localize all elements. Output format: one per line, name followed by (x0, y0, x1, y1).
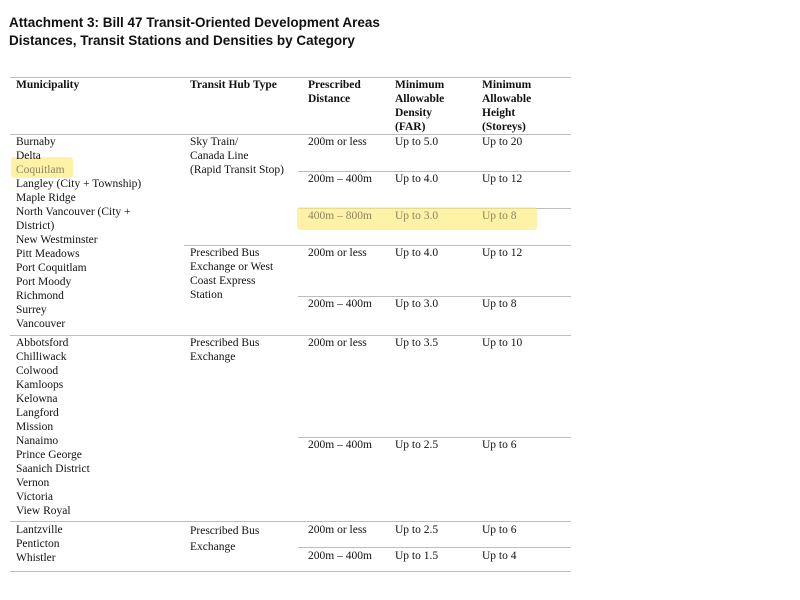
list-item: Chilliwack (16, 351, 67, 363)
height-cell: Up to 6 (482, 439, 517, 451)
list-item: Mission (16, 421, 54, 433)
list-item: Penticton (16, 538, 60, 550)
header-distance: Prescribed Distance (308, 79, 361, 105)
height-cell: Up to 12 (482, 247, 523, 259)
height-cell: Up to 8 (482, 298, 517, 310)
height-cell: Up to 8 (482, 210, 517, 222)
density-cell: Up to 2.5 (395, 524, 439, 536)
header-height: Minimum Allowable Height (Storeys) (482, 79, 532, 133)
hub-type-bus-exchange: Prescribed Bus Exchange (190, 337, 260, 363)
list-item: Kelowna (16, 393, 58, 405)
list-item: Nanaimo (16, 435, 59, 447)
list-item: Surrey (16, 304, 47, 316)
density-cell: Up to 4.0 (395, 247, 439, 259)
list-item: Victoria (16, 491, 53, 503)
hub-type-bus-exchange-wce: Prescribed Bus Exchange or West Coast Express Station (190, 247, 274, 301)
header-hub-type: Transit Hub Type (190, 79, 277, 91)
list-item: View Royal (16, 505, 71, 517)
list-item: Saanich District (16, 463, 90, 475)
height-cell: Up to 4 (482, 550, 517, 562)
list-item: Abbotsford (16, 337, 69, 349)
list-item: Vancouver (16, 318, 66, 330)
density-cell: Up to 3.5 (395, 337, 439, 349)
list-item: Prince George (16, 449, 82, 461)
list-item: Whistler (16, 552, 56, 564)
document-title (9, 14, 380, 50)
municipality-list-group-3 (16, 523, 63, 565)
distance-cell: 200m or less (308, 524, 367, 536)
list-item: Langley (City + Township) (16, 178, 142, 190)
list-item: Lantzville (16, 524, 63, 536)
list-item: Colwood (16, 365, 59, 377)
list-item: North Vancouver (City + (16, 206, 131, 218)
list-item: Port Moody (16, 276, 72, 288)
density-cell: Up to 3.0 (395, 298, 439, 310)
municipality-list-group-2 (16, 336, 90, 518)
density-cell: Up to 4.0 (395, 173, 439, 185)
hub-type-bus-exchange: Prescribed Bus Exchange (190, 525, 260, 553)
list-item: District) (16, 220, 55, 232)
distance-cell: 200m or less (308, 247, 367, 259)
distance-cell: 200m or less (308, 337, 367, 349)
list-item: Coquitlam (16, 164, 65, 176)
list-item: Port Coquitlam (16, 262, 87, 274)
list-item: Richmond (16, 290, 64, 302)
height-cell: Up to 6 (482, 524, 517, 536)
distance-cell: 200m – 400m (308, 173, 372, 185)
list-item: Maple Ridge (16, 192, 76, 204)
title-line-1: Attachment 3: Bill 47 Transit-Oriented Development Areas (9, 15, 380, 30)
list-item: Langford (16, 407, 59, 419)
list-item: New Westminster (16, 234, 98, 246)
row-rule (298, 547, 571, 548)
hub-type-skytrain: Sky Train/ Canada Line (Rapid Transit Stop) (190, 136, 284, 176)
distance-cell: 200m – 400m (308, 298, 372, 310)
distance-cell: 200m – 400m (308, 439, 372, 451)
distance-cell: 200m – 400m (308, 550, 372, 562)
distance-cell: 200m or less (308, 136, 367, 148)
title-line-2: Distances, Transit Stations and Densities by Category (9, 33, 355, 48)
height-cell: Up to 12 (482, 173, 523, 185)
list-item: Delta (16, 150, 41, 162)
height-cell: Up to 20 (482, 136, 523, 148)
list-item: Pitt Meadows (16, 248, 80, 260)
density-cell: Up to 1.5 (395, 550, 439, 562)
header-municipality: Municipality (16, 79, 80, 91)
height-cell: Up to 10 (482, 337, 523, 349)
density-cell: Up to 2.5 (395, 439, 439, 451)
group-rule (10, 521, 571, 522)
list-item: Burnaby (16, 136, 56, 148)
density-cell: Up to 5.0 (395, 136, 439, 148)
table-bottom-rule (10, 571, 571, 572)
distance-cell: 400m – 800m (308, 210, 372, 222)
list-item: Kamloops (16, 379, 64, 391)
municipality-list-group-1 (16, 135, 141, 331)
density-cell: Up to 3.0 (395, 210, 439, 222)
list-item: Vernon (16, 477, 50, 489)
header-density: Minimum Allowable Density (FAR) (395, 79, 445, 133)
